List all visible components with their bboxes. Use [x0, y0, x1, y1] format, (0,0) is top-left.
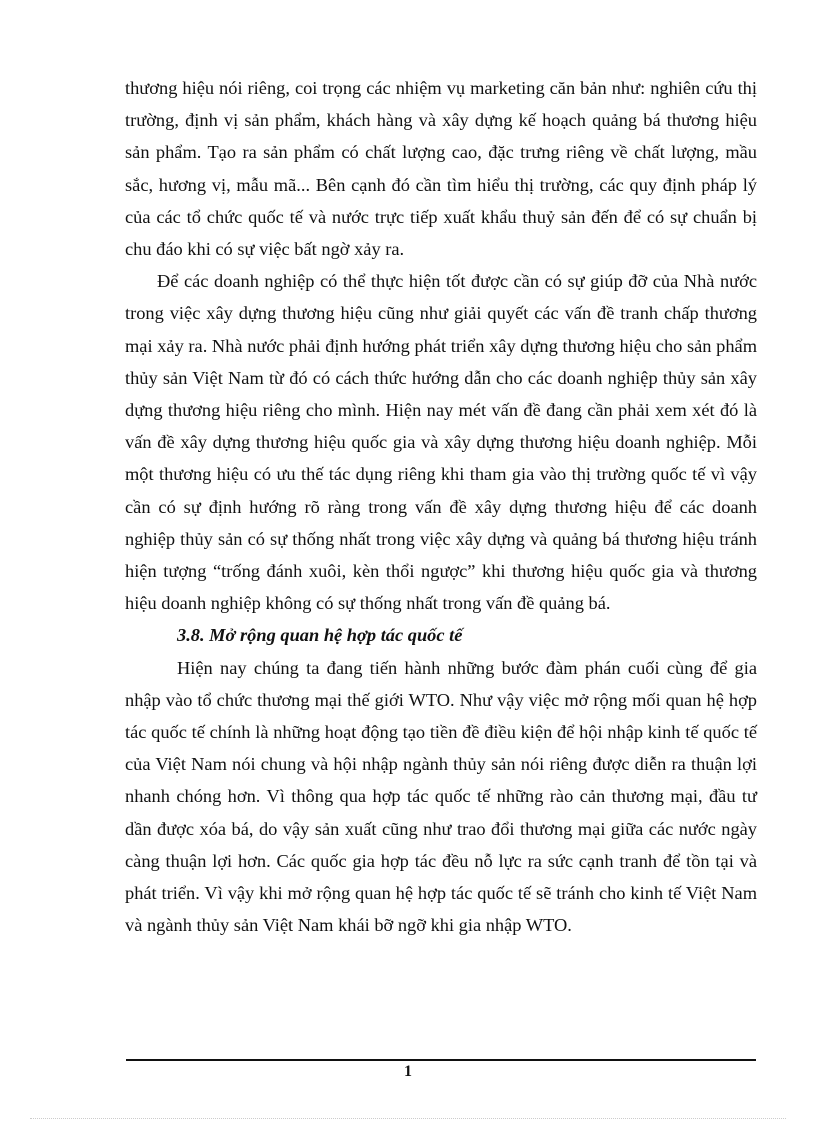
section-heading: 3.8. Mở rộng quan hệ hợp tác quốc tế	[177, 625, 463, 646]
paragraph-state-support: Để các doanh nghiệp có thể thực hiện tốt được cần có sự giúp đỡ của Nhà nước trong việc xây dựng thương hiệu cũng như giải quyết các vấn đề tranh chấp thương mại xảy ra. Nhà nước phải định hướng phát triển xây dựng thương hiệu cho sản phẩm thủy sản Việt Nam từ đó có cách thức hướng dẫn cho các doanh nghiệp thủy sản xây dựng thương hiệu riêng cho mình. Hiện nay mét vấn đề đang cần phải xem xét đó là vấn đề xây dựng thương hiệu quốc gia và xây dựng thương hiệu doanh nghiệp. Mỗi một thương hiệu có ưu thế tác dụng riêng khi tham gia vào thị trường quốc tế vì vậy cần có sự định hướng rõ ràng trong vấn đề xây dựng thương hiệu để các doanh nghiệp thủy sản có sự thống nhất trong việc xây dựng và quảng bá thương hiệu tránh hiện tượng “trống đánh xuôi, kèn thổi ngược” khi thương hiệu quốc gia và thương hiệu doanh nghiệp không có sự thống nhất trong vấn đề quảng bá.	[125, 271, 757, 614]
footer-divider	[126, 1059, 756, 1061]
paragraph-international-cooperation: Hiện nay chúng ta đang tiến hành những bước đàm phán cuối cùng để gia nhập vào tổ chức thương mại thế giới WTO. Như vậy việc mở rộng mối quan hệ hợp tác quốc tế chính là những hoạt động tạo tiền đề điều kiện để hội nhập kinh tế quốc tế của Việt Nam nói chung và hội nhập ngành thủy sản nói riêng được diễn ra thuận lợi nhanh chóng hơn. Vì thông qua hợp tác quốc tế những rào cản thương mại, đầu tư dần được xóa bá, do vậy sản xuất cũng như trao đổi thương mại giữa các nước ngày càng thuận lợi hơn. Các quốc gia hợp tác đều nỗ lực ra sức cạnh tranh để tồn tại và phát triển. Vì vậy khi mở rộng quan hệ hợp tác quốc tế sẽ tránh cho kinh tế Việt Nam và ngành thủy sản Việt Nam khái bỡ ngỡ khi gia nhập WTO.	[125, 657, 757, 936]
page-body	[125, 72, 757, 941]
page-bottom-border	[30, 1118, 786, 1119]
paragraph-continued: thương hiệu nói riêng, coi trọng các nhiệm vụ marketing căn bản như: nghiên cứu thị trường, định vị sản phẩm, khách hàng và xây dựng kế hoạch quảng bá thương hiệu sản phẩm. Tạo ra sản phẩm có chất lượng cao, đặc trưng riêng về chất lượng, mầu sắc, hương vị, mẫu mã... Bên cạnh đó cần tìm hiểu thị trường, các quy định pháp lý của các tổ chức quốc tế và nước trực tiếp xuất khẩu thuỷ sản đến để có sự chuẩn bị chu đáo khi có sự việc bất ngờ xảy ra.	[125, 78, 757, 260]
page-number: 1	[404, 1063, 412, 1080]
